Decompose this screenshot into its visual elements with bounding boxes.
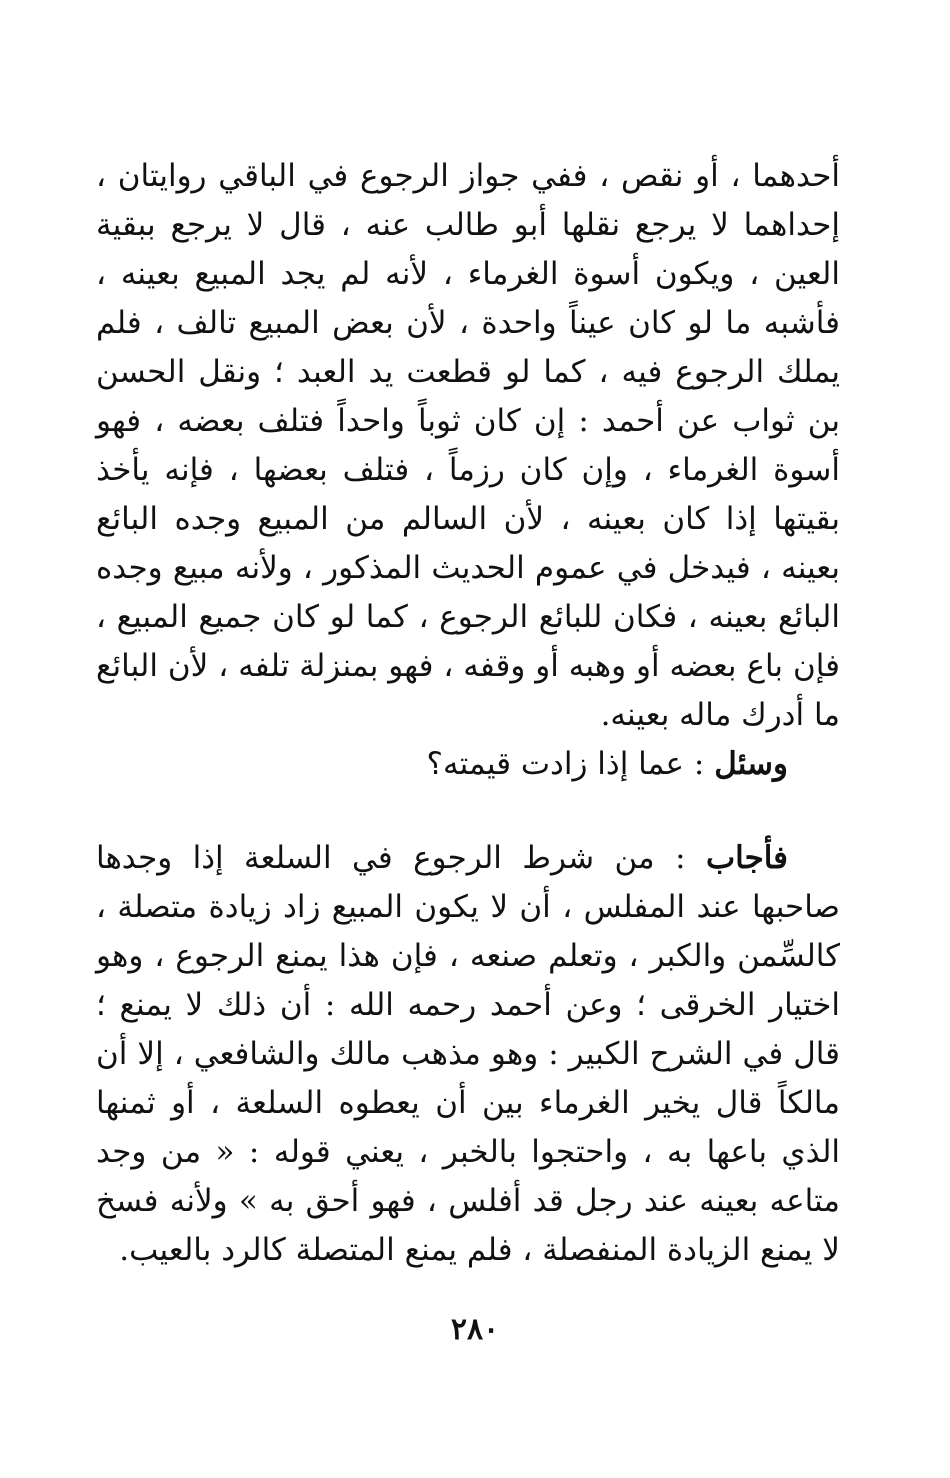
paragraph-text: أحدهما ، أو نقص ، ففي جواز الرجوع في الباقي روايتان ، إحداهما لا يرجع نقلها أبو طالب عنه ، قال لا يرجع ببقية العين ، ويكون أسوة الغرماء ، لأنه لم يجد المبيع بعينه ، فأشبه ما لو كان عيناً واحدة ، لأن بعض المبيع تالف ، فلم يملك الرجوع فيه ، كما لو قطعت يد العبد ؛ ونقل الحسن بن ثواب عن أحمد : إن كان ثوباً واحداً فتلف بعضه ، فهو أسوة الغرماء ، وإن كان رزماً ، فتلف بعضها ، فإنه يأخذ بقيتها إذا كان بعينه ، لأن السالم من المبيع وجده البائع بعينه ، فيدخل في عموم الحديث المذكور ، ولأنه مبيع وجده البائع بعينه ، فكان للبائع الرجوع ، كما لو كان جميع المبيع ، فإن باع بعضه أو وهبه أو وقفه ، فهو بمنزلة تلفه ، لأن البائع ما أدرك ماله بعينه. (96, 158, 840, 733)
question-lead-word: وسئل (714, 746, 788, 782)
answer-text (96, 834, 840, 1275)
paragraph-answer (96, 834, 840, 1275)
paragraph-narration (96, 152, 840, 740)
page-number: ٢٨٠ (450, 1312, 500, 1347)
answer-body: : من شرط الرجوع في السلعة إذا وجدها صاحبها عند المفلس ، أن لا يكون المبيع زاد زيادة متصلة ، كالسِّمن والكبر ، وتعلم صنعه ، فإن هذا يمنع الرجوع ، وهو اختيار الخرقى ؛ وعن أحمد رحمه الله : أن ذلك لا يمنع ؛ قال في الشرح الكبير : وهو مذهب مالك والشافعي ، إلا أن مالكاً قال يخير الغرماء بين أن يعطوه السلعة ، أو ثمنها الذي باعها به ، واحتجوا بالخبر ، يعني قوله : « من وجد متاعه بعينه عند رجل قد أفلس ، فهو أحق به » ولأنه فسخ لا يمنع الزيادة المنفصلة ، فلم يمنع المتصلة كالرد بالعيب. (96, 840, 840, 1268)
question-body: : عما إذا زادت قيمته؟ (426, 746, 715, 782)
answer-lead-word: فأجاب (705, 840, 788, 876)
question-line (96, 740, 840, 789)
question-text (96, 740, 788, 789)
